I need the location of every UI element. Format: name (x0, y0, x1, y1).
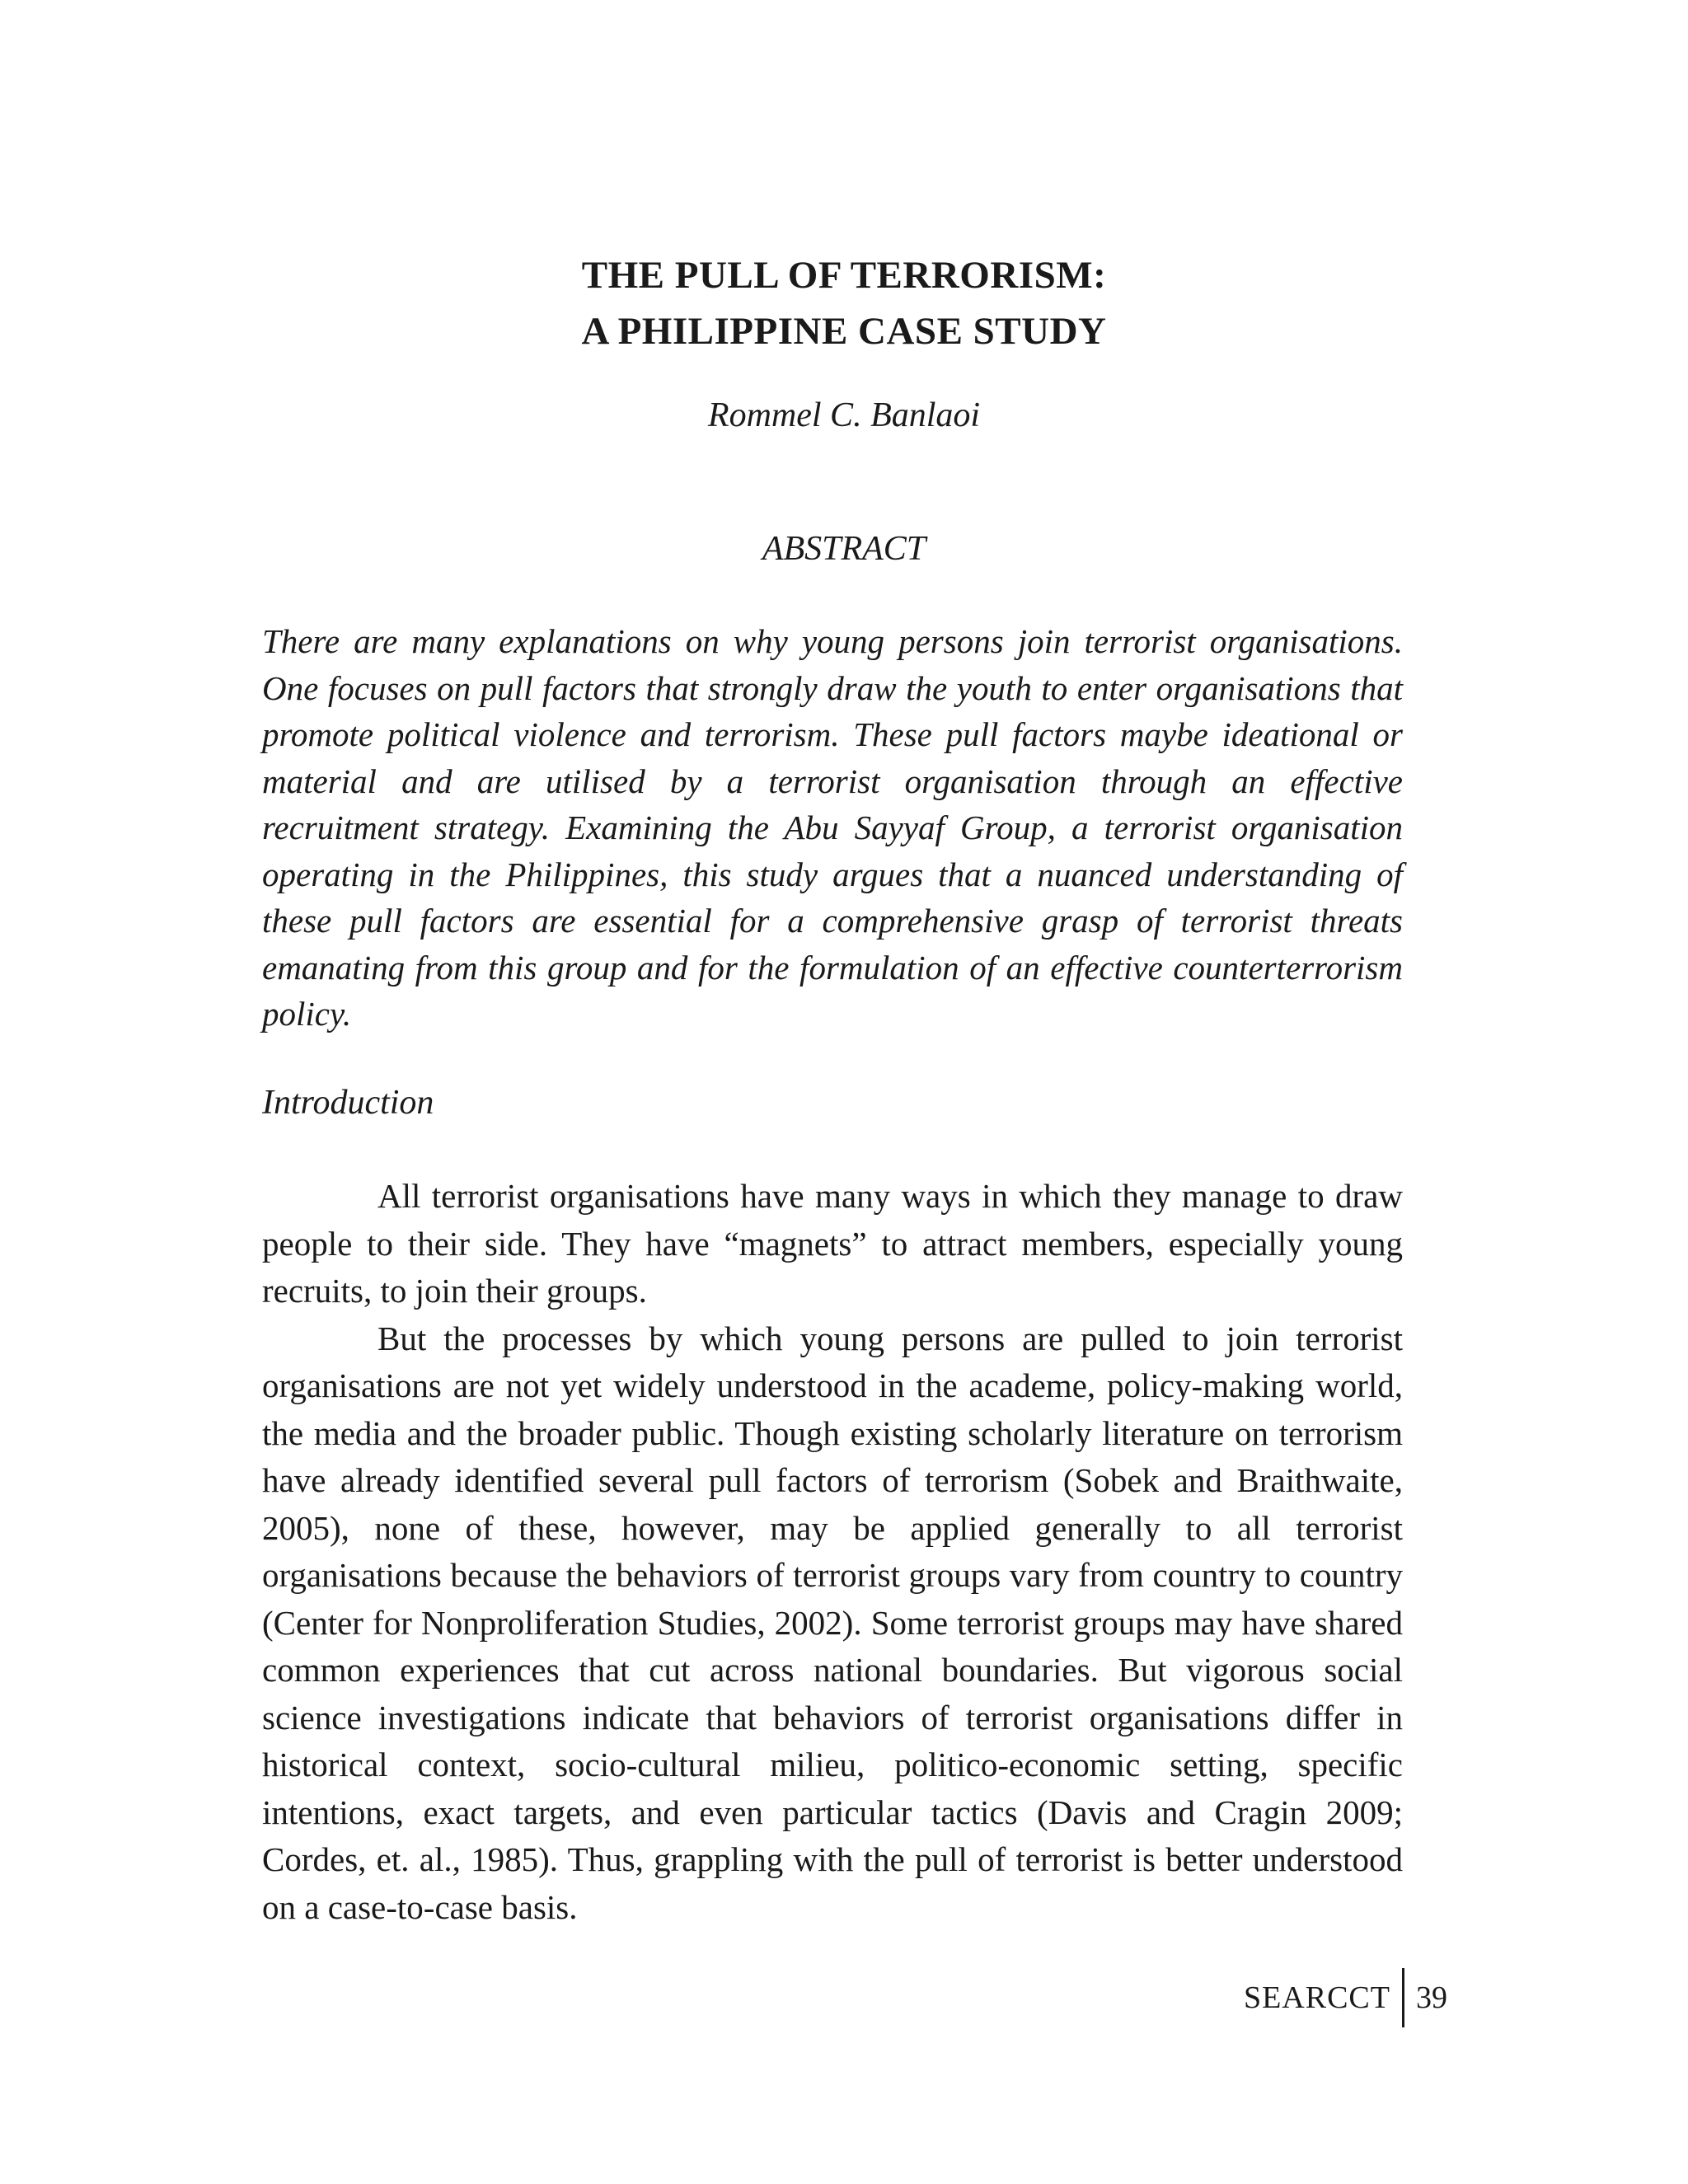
journal-name: SEARCCT (1243, 1980, 1390, 2015)
body-paragraph: But the processes by which young persons are pulled to join terrorist organisations are not yet widely understood in the academe, policy-making world, the media and the broader public. Though existing scholarly literature on terrorism have already identified several pull factors of terrorism (Sobek and Braithwaite, 2005), none of these, however, may be applied generally to all terrorist organisations because the behaviors of terrorist groups vary from country to country (Center for Nonproliferation Studies, 2002). Some terrorist groups may have shared common experiences that cut across national boundaries. But vigorous social science investigations indicate that behaviors of terrorist organisations differ in historical context, socio-cultural milieu, politico-economic setting, specific intentions, exact targets, and even particular tactics (Davis and Cragin 2009; Cordes, et. al., 1985). Thus, grappling with the pull of terrorist is better understood on a case-to-case basis. (262, 1319, 1403, 1926)
abstract-heading: ABSTRACT (762, 530, 926, 568)
introduction-body (262, 1173, 1403, 1931)
abstract-text: There are many explanations on why young persons join terrorist organisations. One focuses on pull factors that strongly draw the youth to enter organisations that promote political violence and terrorism. These pull factors maybe ideational or material and are utilised by a terrorist organisation through an effective recruitment strategy. Examining the Abu Sayyaf Group, a terrorist organisation operating in the Philippines, this study argues that a nuanced understanding of these pull factors are essential for a comprehensive grasp of terrorist threats emanating from this group and for the formulation of an effective counterterrorism policy. (262, 622, 1403, 1033)
paper-title (0, 247, 1688, 359)
paper-title-line-1: THE PULL OF TERRORISM: (581, 254, 1107, 297)
author-name: Rommel C. Banlaoi (707, 396, 981, 434)
introduction-heading: Introduction (262, 1084, 434, 1122)
body-paragraph: All terrorist organisations have many ways in which they manage to draw people to their side. They have “magnets” to attract members, especially young recruits, to join their groups. (262, 1177, 1403, 1310)
paper-title-line-2: A PHILIPPINE CASE STUDY (581, 310, 1107, 353)
page-number: 39 (1416, 1980, 1447, 2015)
page-footer (1244, 1968, 1447, 2027)
